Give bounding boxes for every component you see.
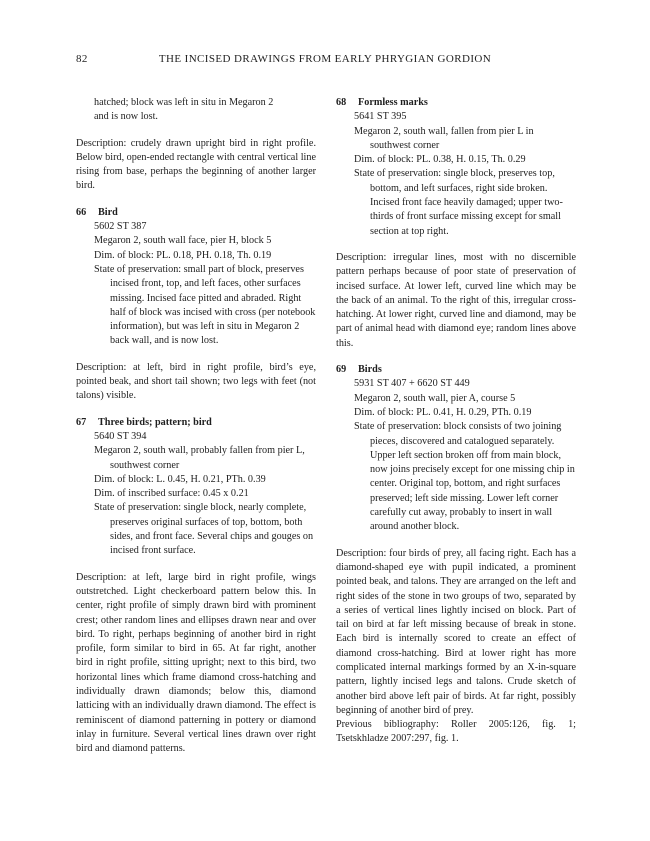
continuation-line: and is now lost. — [94, 111, 158, 123]
findspot: Megaron 2, south wall face, pier H, block 5 — [94, 235, 272, 247]
entry-number: 66 — [76, 206, 87, 218]
entry-heading — [76, 416, 316, 430]
entry-title: Formless marks — [358, 97, 428, 108]
description: Description: at left, bird in right profile, bird’s eye, pointed beak, and short tail shown; two legs with feet (not talons) visible. — [76, 361, 316, 402]
page-number: 82 — [76, 53, 88, 65]
right-column — [336, 96, 576, 747]
findspot: Megaron 2, south wall, fallen from pier L in southwest corner — [354, 125, 534, 151]
state-of-preservation: State of preservation: small part of block, preserves incised front, top, and left faces, other surfaces missing. Incised face pitted and abraded. Right half of block was incised with cross (per notebook information), but was left in situ in Megaron 2 back wall, and is now lost. — [94, 263, 316, 347]
inventory-number: 5602 ST 387 — [94, 221, 147, 233]
entry-heading — [336, 363, 576, 377]
state-of-preservation: State of preservation: single block, preserves top, bottom, and left surfaces, right side broken. Incised front face heavily damaged; upper two-thirds of front surface missing except for small section at top right. — [354, 168, 563, 237]
description: Description: irregular lines, most with no discernible pattern perhaps because of poor state of preservation of incised surface. At lower left, curved line which may be the back of an animal. To the right of this, irregular cross-hatching. At lower right, curved line and diamond, may be part of animal head with diamond eye; random lines above this. — [336, 251, 576, 349]
inventory-number: 5931 ST 407 + 6620 ST 449 — [354, 378, 470, 390]
inscribed-surface-dimensions: Dim. of inscribed surface: 0.45 x 0.21 — [94, 488, 249, 500]
entry-heading — [76, 206, 316, 220]
running-title: THE INCISED DRAWINGS FROM EARLY PHRYGIAN GORDION — [158, 53, 492, 65]
entry-number: 67 — [76, 416, 87, 428]
previous-bibliography: Previous bibliography: Roller 2005:126, fig. 1; Tsetskhladze 2007:297, fig. 1. — [336, 719, 576, 745]
state-of-preservation: State of preservation: block consists of two joining pieces, discovered and catalogued separately. Upper left section broken off from main block, now joins precisely except for one missing chip in center. Original top, bottom, and right surfaces preserved; left side missing. Lower left corner carefully cut away, probably to insert in wall around another block. — [354, 421, 575, 533]
left-column — [76, 96, 316, 756]
catalog-entry-69 — [336, 363, 576, 747]
catalog-entry-66 — [76, 206, 316, 404]
dimensions: Dim. of block: PL. 0.41, H. 0.29, PTh. 0.19 — [354, 406, 532, 418]
entry-title: Three birds; pattern; bird — [98, 416, 212, 428]
description: Description: four birds of prey, all facing right. Each has a diamond-shaped eye with pupil indicated, a prominent pointed beak, and talons. They are arranged on the left and right sides of the stone in two groups of two, separated by a series of vertical lines lightly incised on block. Part of tail on bird at far left missing because of break in stone. Each bird is internally scored to create an effect of diamond cross-hatching. Bird at lower right has more complicated internal markings formed by an X-in-square pattern, lightly incised legs and talons. Crude sketch of another bird above left pair of birds. At far right, possibly beginning of another bird of prey. — [336, 547, 576, 716]
dimensions: Dim. of block: L. 0.45, H. 0.21, PTh. 0.39 — [94, 473, 266, 485]
page-header — [76, 53, 574, 69]
entry-heading — [336, 96, 576, 110]
continuation-line: hatched; block was left in situ in Megaron 2 — [94, 97, 274, 108]
catalog-entry-68 — [336, 96, 576, 351]
inventory-number: 5641 ST 395 — [354, 111, 407, 123]
description: Description: at left, large bird in right profile, wings outstretched. Light checkerboard pattern below this. In center, right profile of simply drawn bird with prominent crest; other random lines and ellipses drawn near and over bird. To right, perhaps beginning of another bird in right profile, form similar to bird in 65. At far right, another bird in right profile, sitting upright; next to this bird, two horizontal lines which frame diamond cross-hatching and individually drawn diamonds; below this, diamond latticing with an individually drawn diamond. The effect is reminiscent of diamond patterning in pottery or diamond inlay in furniture. Several vertical lines drawn over right bird and diamond patterns. — [76, 571, 316, 755]
entry-title: Birds — [358, 364, 382, 376]
state-of-preservation: State of preservation: single block, nearly complete, preserves original surfaces of top, bottom, both sides, and front face. Several chips and gouges on incised front surface. — [94, 502, 314, 557]
description-65: Description: crudely drawn upright bird in right profile. Below bird, open-ended rectangle with central vertical line rising from base, perhaps the beginning of another larger bird. — [76, 137, 316, 192]
entry-number: 68 — [336, 97, 347, 108]
inventory-number: 5640 ST 394 — [94, 430, 147, 442]
entry-title: Bird — [98, 206, 118, 218]
catalog-entry-67 — [76, 416, 316, 757]
findspot: Megaron 2, south wall, probably fallen from pier L, southwest corner — [94, 445, 305, 471]
dimensions: Dim. of block: PL. 0.38, H. 0.15, Th. 0.29 — [354, 154, 526, 166]
findspot: Megaron 2, south wall, pier A, course 5 — [354, 392, 516, 404]
dimensions: Dim. of block: PL. 0.18, PH. 0.18, Th. 0.19 — [94, 249, 272, 261]
entry-number: 69 — [336, 364, 347, 376]
